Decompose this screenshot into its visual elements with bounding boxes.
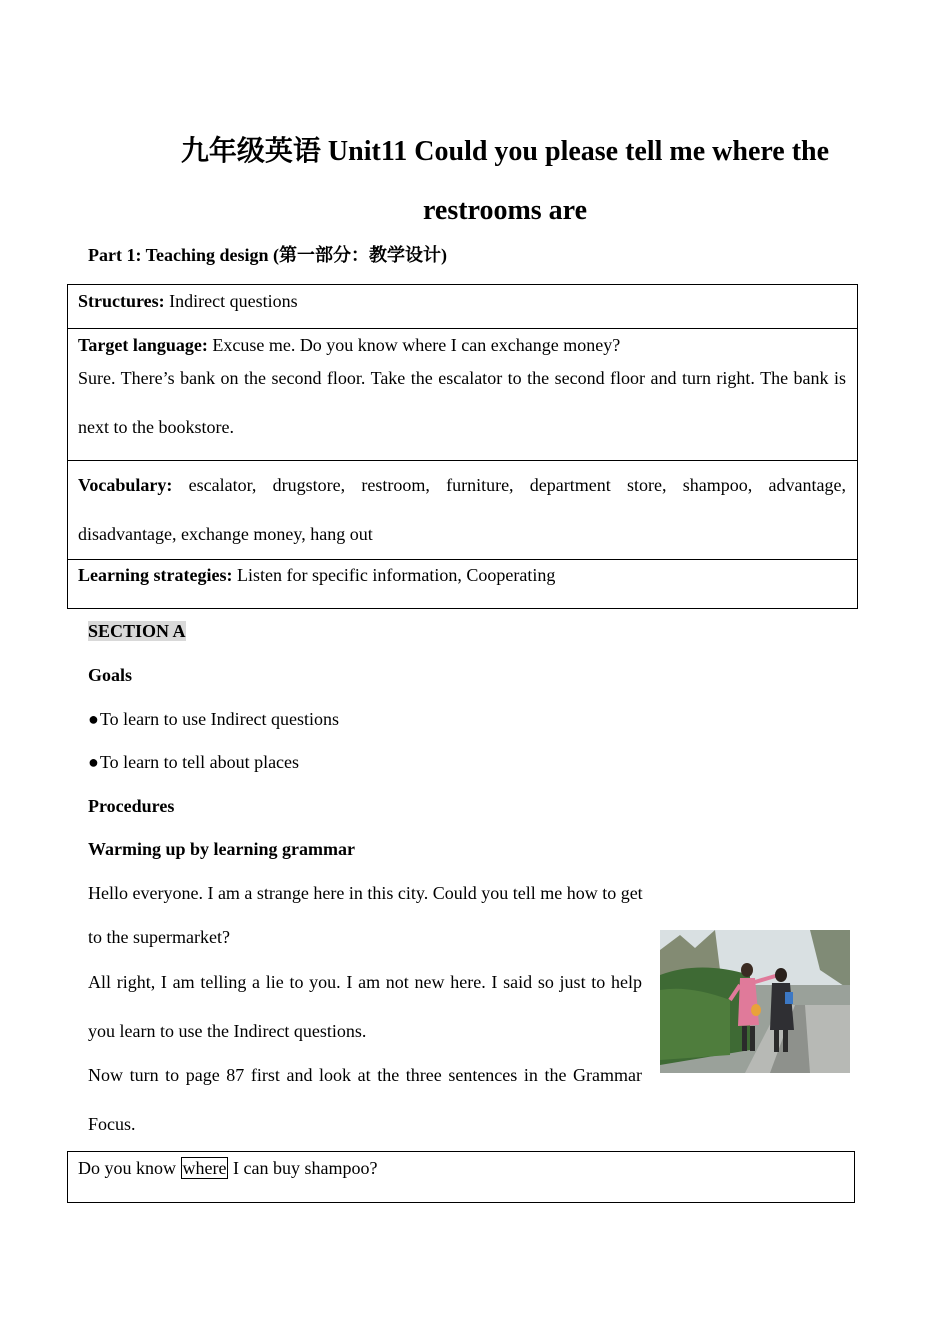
goals-heading: Goals (88, 665, 133, 685)
goal-item (88, 708, 339, 730)
target-language-label: Target language: (78, 335, 208, 355)
goal-item-text: To learn to use Indirect questions (99, 709, 340, 729)
teaching-design-table (67, 284, 858, 609)
procedures-heading: Procedures (88, 796, 175, 816)
vocabulary-label: Vocabulary: (78, 475, 173, 495)
table-row-target-language (68, 329, 858, 461)
table-row-learning-strategies (68, 560, 858, 609)
vocabulary-value: escalator, drugstore, restroom, furniture, department store, shampoo, advantage, disadvantage, exchange money, hang out (78, 475, 846, 544)
table-row-structures (68, 285, 858, 329)
grammar-example-boxed-word: where (182, 1158, 227, 1178)
structures-value: Indirect questions (164, 291, 298, 311)
section-a-heading: SECTION A (88, 621, 186, 641)
part-heading: Part 1: Teaching design (第一部分：教学设计) (88, 245, 448, 265)
warmup-paragraph-1: Hello everyone. I am a strange here in this city. Could you tell me how to get to the supermarket? (88, 883, 643, 947)
structures-label: Structures: (78, 291, 165, 311)
target-language-value: Excuse me. Do you know where I can exchange money? (207, 335, 621, 355)
street-photo-two-women (660, 930, 850, 1073)
warmup-paragraph-3: Now turn to page 87 first and look at the three sentences in the Grammar Focus. (88, 1065, 642, 1134)
grammar-example-before: Do you know (78, 1158, 181, 1178)
grammar-example-box (67, 1151, 855, 1203)
document-title-line2: restrooms are (422, 195, 588, 226)
table-row-vocabulary (68, 461, 858, 560)
learning-strategies-value: Listen for specific information, Cooperating (232, 565, 556, 585)
goal-item (88, 751, 299, 773)
target-language-answer: Sure. There’s bank on the second floor. Take the escalator to the second floor and turn right. The bank is next to the bookstore. (78, 368, 846, 437)
warmup-heading: Warming up by learning grammar (88, 839, 356, 859)
goal-item-text: To learn to tell about places (99, 752, 300, 772)
grammar-example-after: I can buy shampoo? (228, 1158, 378, 1178)
warmup-paragraph-2: All right, I am telling a lie to you. I am not new here. I said so just to help you learn to use the Indirect questions. (88, 972, 642, 1041)
document-title-line1: 九年级英语 Unit11 Could you please tell me where the (180, 136, 830, 167)
learning-strategies-label: Learning strategies: (78, 565, 233, 585)
